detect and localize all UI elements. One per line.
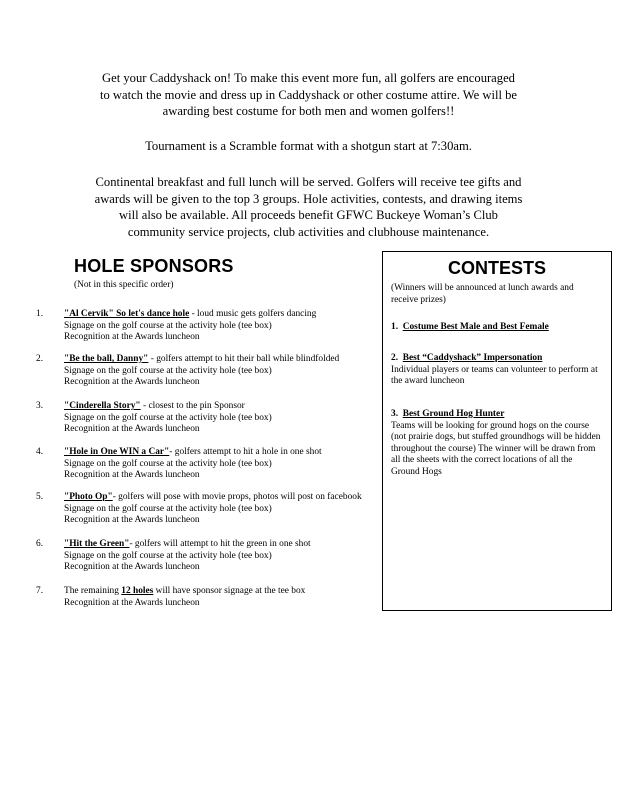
breakfast-line: community service projects, club activities and clubhouse maintenance. bbox=[127, 224, 490, 239]
sponsor-desc: - golfers attempt to hit a hole in one shot bbox=[169, 447, 322, 457]
contests-note: (Winners will be announced at lunch awards and receive prizes) bbox=[391, 283, 574, 305]
hole-sponsors-subtitle: (Not in this specific order) bbox=[74, 280, 174, 290]
contest-item bbox=[391, 409, 603, 479]
sponsor-item bbox=[36, 309, 376, 344]
intro-line: Get your Caddyshack on! To make this event more fun, all golfers are encouraged bbox=[102, 71, 515, 85]
breakfast-line: awards will be given to the top 3 groups. Hole activities, contests, and drawing items bbox=[94, 191, 523, 206]
sponsor-number: 6. bbox=[36, 539, 44, 549]
format-line: Tournament is a Scramble format with a shotgun start at 7:30am. bbox=[145, 139, 472, 153]
breakfast-paragraph bbox=[40, 174, 577, 240]
sponsor-number: 4. bbox=[36, 447, 44, 457]
sponsor-benefit: Recognition at the Awards luncheon bbox=[64, 377, 200, 388]
sponsor-benefit: Recognition at the Awards luncheon bbox=[64, 470, 200, 481]
sponsor-name: "Photo Op" bbox=[64, 492, 113, 502]
contests-title: CONTESTS bbox=[447, 258, 546, 278]
contest-desc: Teams will be looking for ground hogs on the course (not prairie dogs, but stuffed groundhogs will be hidden throughout the course) The winner will be drawn from all the sheets with the correct locations of all the Ground Hogs bbox=[391, 420, 601, 477]
intro-line: to watch the movie and dress up in Caddyshack or other costume attire. We will be bbox=[99, 87, 518, 102]
contest-item bbox=[391, 322, 603, 334]
sponsor-name: "Hole in One WIN a Car" bbox=[64, 447, 170, 457]
sponsor-item bbox=[36, 492, 376, 527]
sponsor-benefit: Recognition at the Awards luncheon bbox=[64, 515, 200, 526]
sponsor-desc: will have sponsor signage at the tee box bbox=[153, 586, 306, 596]
sponsor-name: 12 holes bbox=[121, 586, 154, 596]
sponsor-number: 5. bbox=[36, 492, 44, 502]
sponsor-name: "Al Cervik" So let's dance hole bbox=[64, 309, 190, 319]
breakfast-line: will also be available. All proceeds benefit GFWC Buckeye Woman’s Club bbox=[119, 208, 498, 223]
contests-box bbox=[382, 251, 612, 611]
contest-item bbox=[391, 353, 603, 388]
sponsor-number: 1. bbox=[36, 309, 44, 319]
intro-line: awarding best costume for both men and women golfers!! bbox=[162, 104, 455, 118]
hole-sponsors-title: HOLE SPONSORS bbox=[74, 256, 234, 276]
sponsor-item bbox=[36, 586, 376, 609]
sponsor-desc: - loud music gets golfers dancing bbox=[189, 309, 317, 319]
contest-number: 2. bbox=[391, 353, 399, 363]
contest-desc: Individual players or teams can volunteer to perform at the award luncheon bbox=[391, 364, 598, 387]
sponsor-number: 3. bbox=[36, 401, 44, 411]
sponsor-benefit: Signage on the golf course at the activity hole (tee box) bbox=[64, 320, 272, 331]
sponsor-item bbox=[36, 447, 376, 482]
sponsor-benefit: Recognition at the Awards luncheon bbox=[64, 597, 200, 608]
sponsor-benefit: Signage on the golf course at the activity hole (tee box) bbox=[64, 365, 272, 376]
sponsor-desc: - closest to the pin Sponsor bbox=[140, 401, 245, 411]
sponsor-item bbox=[36, 401, 376, 436]
sponsor-pre: The remaining bbox=[64, 586, 122, 596]
intro-paragraph bbox=[40, 70, 577, 120]
contest-number: 3. bbox=[391, 409, 399, 419]
sponsor-item bbox=[36, 354, 376, 389]
sponsor-benefit: Recognition at the Awards luncheon bbox=[64, 332, 200, 343]
sponsor-item bbox=[36, 539, 376, 574]
sponsor-name: "Be the ball, Danny" bbox=[64, 354, 149, 364]
sponsor-benefit: Signage on the golf course at the activity hole (tee box) bbox=[64, 458, 272, 469]
sponsor-number: 2. bbox=[36, 354, 44, 364]
sponsor-number: 7. bbox=[36, 586, 44, 596]
sponsor-desc: - golfers will pose with movie props, photos will post on facebook bbox=[112, 492, 362, 502]
sponsor-benefit: Signage on the golf course at the activity hole (tee box) bbox=[64, 503, 272, 514]
sponsor-desc: - golfers will attempt to hit the green in one shot bbox=[129, 539, 311, 549]
contest-title: Best “Caddyshack” Impersonation bbox=[402, 353, 543, 363]
sponsor-benefit: Signage on the golf course at the activity hole (tee box) bbox=[64, 550, 272, 561]
sponsor-name: "Hit the Green" bbox=[64, 539, 130, 549]
sponsor-benefit: Signage on the golf course at the activity hole (tee box) bbox=[64, 412, 272, 423]
sponsor-benefit: Recognition at the Awards luncheon bbox=[64, 562, 200, 573]
sponsor-benefit: Recognition at the Awards luncheon bbox=[64, 424, 200, 435]
sponsor-name: "Cinderella Story" bbox=[64, 401, 141, 411]
contest-number: 1. bbox=[391, 322, 399, 332]
sponsor-desc: - golfers attempt to hit their ball while blindfolded bbox=[148, 354, 340, 364]
contest-title: Best Ground Hog Hunter bbox=[402, 409, 505, 419]
breakfast-line: Continental breakfast and full lunch will be served. Golfers will receive tee gifts and bbox=[95, 175, 522, 189]
contest-title: Costume Best Male and Best Female bbox=[402, 322, 549, 332]
